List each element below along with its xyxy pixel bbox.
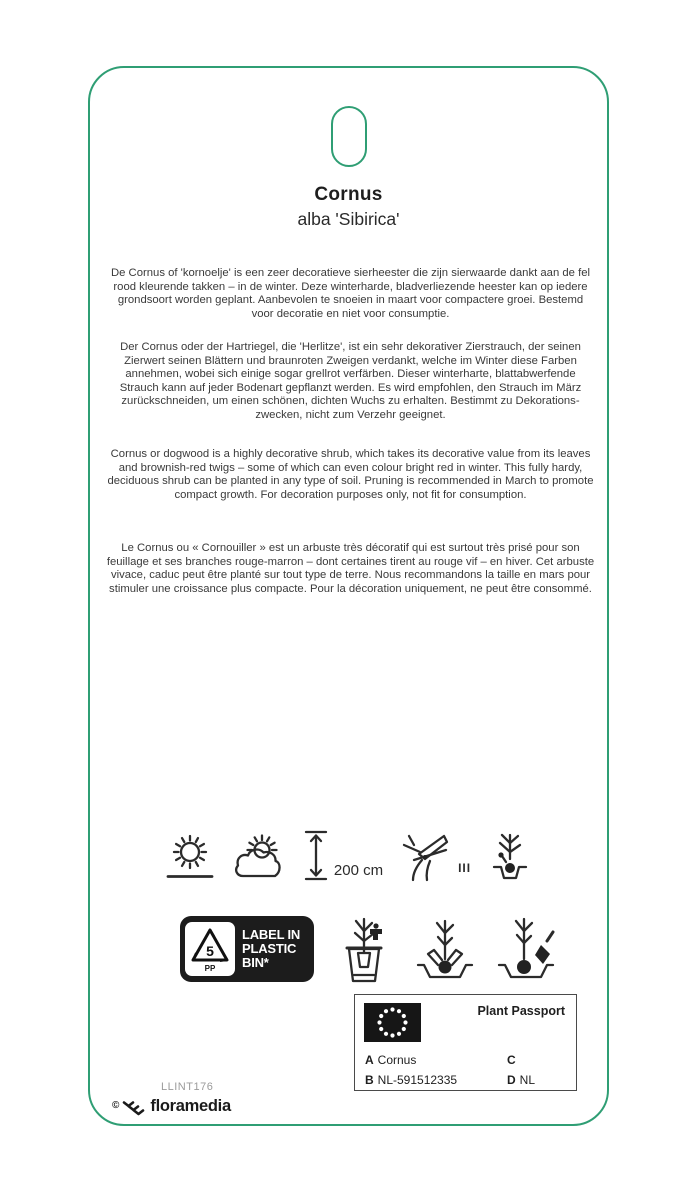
- bin-line-2: PLASTIC: [242, 941, 297, 956]
- recycle-number: 5: [206, 943, 214, 959]
- plastic-bin-badge: [180, 916, 314, 982]
- passport-key-b: B: [365, 1073, 374, 1087]
- plant-passport-box: [354, 994, 577, 1091]
- passport-key-a: A: [365, 1053, 374, 1067]
- plant-in-soil-icon: [488, 827, 532, 882]
- recycling-triangle-icon: [189, 925, 231, 973]
- print-code: LLINT176: [161, 1081, 214, 1093]
- pruning-shears-icon: [400, 829, 454, 882]
- passport-field-b: [365, 1073, 457, 1087]
- description-french: Le Cornus ou « Cornouiller » est un arbuste très décoratif qui est surtout très prisé pour son feuillage et ses branches rouge-marron – dont certaines tirent au rouge vif – en hiver. Cet arbuste vivace, caduc peut être planté sur tout type de terre. Nous recommandons la taille en mars pour stimuler une croissance plus compacte. Pour la décoration uniquement, ne peut être consommé.: [106, 542, 595, 595]
- description-english: Cornus or dogwood is a highly decorative shrub, which takes its decorative value from its leaves and brownish-red twigs – some of which can even colour bright red in winter. This fully hardy, deciduous shrub can be planted in any type of soil. Pruning is recommended in March to promote compact growth. For decoration purposes only, not fit for consumption.: [107, 448, 594, 501]
- eu-flag-icon: [364, 1003, 421, 1042]
- rootball-in-hole-icon: [414, 907, 476, 987]
- floramedia-mark-icon: [122, 1098, 147, 1116]
- passport-value-d: NL: [519, 1073, 536, 1087]
- plant-genus-title: Cornus: [314, 184, 383, 205]
- recycling-and-planting-row: [180, 907, 607, 987]
- bin-line-3: BIN*: [242, 955, 269, 970]
- care-icons-row: [90, 824, 607, 882]
- bin-line-1: LABEL IN: [242, 927, 301, 942]
- floramedia-logo: [112, 1097, 231, 1116]
- height-arrow-icon: [303, 829, 329, 882]
- height-indicator: [303, 829, 383, 882]
- soak-plant-icon: [333, 907, 395, 987]
- description-german: Der Cornus oder der Hartriegel, die 'Herlitze', ist ein sehr dekorativer Zierstrauch, der seinen Zierwert seinen Blättern und braunroten Zweigen verdankt, welche im Winter diese Farben annehmen, wobei sich einige sogar grellrot verfärben. Dieser winterharte, blattabwerfende Strauch kann auf jeder Bodenart gepflanzt werden. Es wird empfohlen, den Strauch im März zurückschneiden, um einen schönen, dichten Wuchs zu erhalten. Bestimmt zu Dekorations- zwecken, nicht zum Verzehr geeignet.: [119, 341, 582, 421]
- passport-value-a: Cornus: [377, 1053, 417, 1067]
- recycling-pp5-icon: [185, 922, 235, 976]
- passport-value-b: NL-591512335: [377, 1073, 458, 1087]
- plant-with-trowel-icon: [495, 907, 557, 987]
- description-dutch: De Cornus of 'kornoelje' is een zeer decoratieve sierheester die zijn sierwaarde dankt aan de fel rood kleurende takken – in de winter. Deze winterharde, bladverliezende heester kan op iedere grondsoort worden geplant. Aanbevolen te snoeien in maart voor compactere groei. Bestemd voor decoratie en niet voor consumptie.: [110, 267, 591, 320]
- passport-key-d: D: [507, 1073, 516, 1087]
- copyright-symbol: ©: [112, 1100, 120, 1111]
- label-in-plastic-bin-text: [242, 928, 300, 970]
- plant-passport-title: Plant Passport: [477, 1004, 565, 1018]
- plant-label-card: [88, 66, 609, 1126]
- pruning-indicator: [400, 829, 471, 882]
- brand-name: floramedia: [150, 1097, 231, 1115]
- passport-field-d: [507, 1073, 535, 1087]
- plant-cultivar-subtitle: alba 'Sibirica': [297, 209, 400, 229]
- pruning-month: III: [458, 861, 472, 875]
- recycle-material: PP: [204, 964, 216, 973]
- passport-field-a: [365, 1053, 416, 1067]
- passport-key-c: C: [507, 1053, 516, 1067]
- full-sun-icon: [165, 832, 215, 882]
- partial-shade-icon: [232, 832, 286, 882]
- passport-field-c: [507, 1053, 520, 1067]
- hang-hole: [331, 106, 367, 167]
- height-value: 200 cm: [333, 862, 384, 879]
